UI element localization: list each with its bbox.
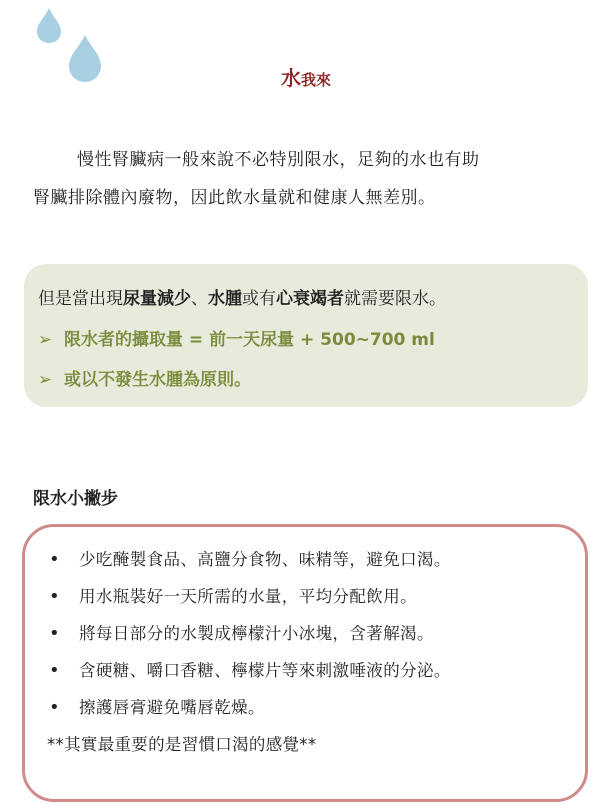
intro-paragraph bbox=[33, 141, 585, 217]
notice-text: 但是當出現 bbox=[38, 289, 123, 309]
notice-text: 就需要限水。 bbox=[344, 289, 446, 309]
tip-text: 含硬糖、嚼口香糖、檸檬片等來刺激唾液的分泌。 bbox=[79, 661, 451, 680]
page-title bbox=[0, 62, 612, 91]
list-item bbox=[47, 586, 585, 608]
bullet-icon: • bbox=[49, 660, 61, 681]
bullet-icon: • bbox=[49, 549, 61, 570]
bullet-icon: • bbox=[49, 623, 61, 644]
arrow-bullet-icon: ➢ bbox=[38, 370, 53, 390]
notice-item bbox=[38, 328, 588, 352]
list-item bbox=[47, 697, 585, 719]
tips-closing: **其實最重要的是習慣口渴的感覺** bbox=[47, 735, 317, 754]
tips-box bbox=[22, 524, 588, 802]
tips-list bbox=[47, 549, 585, 719]
notice-emphasis: 水腫 bbox=[208, 289, 242, 309]
tip-text: 將每日部分的水製成檸檬汁小冰塊，含著解渴。 bbox=[79, 624, 434, 643]
list-item bbox=[47, 623, 585, 645]
list-item bbox=[47, 660, 585, 682]
bullet-icon: • bbox=[49, 697, 61, 718]
intro-line: 慢性腎臟病一般來說不必特別限水，足夠的水也有助 bbox=[77, 150, 480, 170]
notice-item-text: 限水者的攝取量 = 前一天尿量 + 500~700 ml bbox=[64, 330, 435, 350]
notice-box bbox=[24, 264, 588, 407]
arrow-bullet-icon: ➢ bbox=[38, 330, 53, 350]
notice-statement bbox=[38, 286, 588, 312]
bullet-icon: • bbox=[49, 586, 61, 607]
notice-text: 或有 bbox=[242, 289, 276, 309]
notice-text: 、 bbox=[191, 289, 208, 309]
notice-emphasis: 尿量減少 bbox=[123, 289, 191, 309]
tips-heading: 限水小撇步 bbox=[33, 489, 118, 509]
tip-text: 用水瓶裝好一天所需的水量，平均分配飲用。 bbox=[79, 587, 417, 606]
tip-text: 少吃醃製食品、高鹽分食物、味精等，避免口渴。 bbox=[79, 550, 451, 569]
intro-line: 腎臟排除體內廢物，因此飲水量就和健康人無差別。 bbox=[33, 188, 436, 208]
tip-text: 擦護唇膏避免嘴唇乾燥。 bbox=[79, 698, 265, 717]
notice-item bbox=[38, 368, 588, 392]
notice-item-text: 或以不發生水腫為原則。 bbox=[64, 370, 251, 390]
notice-emphasis: 心衰竭者 bbox=[276, 289, 344, 309]
title-main-char: 水 bbox=[280, 66, 301, 90]
title-rest: 我來 bbox=[300, 71, 331, 89]
list-item bbox=[47, 549, 585, 571]
